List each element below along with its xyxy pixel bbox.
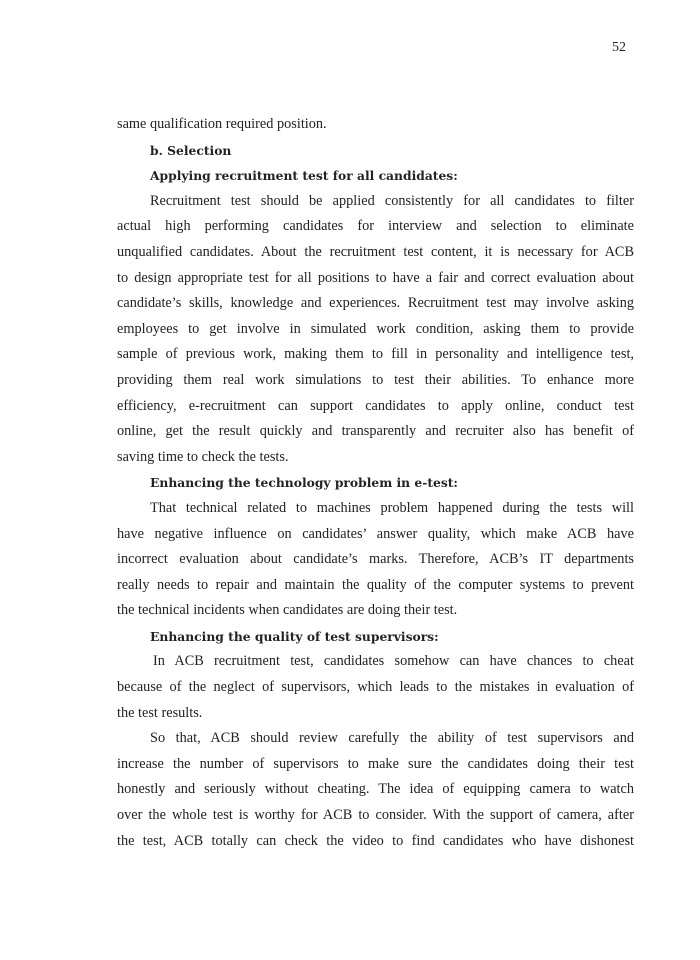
paragraph-line: online, get the result quickly and transparently and recruiter also has benefit of [117, 423, 634, 440]
paragraph-line: actual high performing candidates for interview and selection to eliminate [117, 218, 634, 235]
subheading: Applying recruitment test for all candidates: [150, 168, 458, 184]
paragraph-line: over the whole test is worthy for ACB to consider. With the support of camera, after [117, 807, 634, 824]
paragraph-line: candidate’s skills, knowledge and experiences. Recruitment test may involve asking [117, 295, 634, 312]
paragraph-line: So that, ACB should review carefully the ability of test supervisors and [150, 730, 634, 747]
paragraph-line: same qualification required position. [117, 116, 327, 132]
paragraph-line: increase the number of supervisors to make sure the candidates doing their test [117, 755, 634, 772]
paragraph-line: because of the neglect of supervisors, which leads to the mistakes in evaluation of [117, 679, 634, 696]
paragraph-line: Recruitment test should be applied consistently for all candidates to filter [150, 192, 634, 209]
paragraph-line: to design appropriate test for all positions to have a fair and correct evaluation about [117, 269, 634, 286]
paragraph-line: employees to get involve in simulated work condition, asking them to provide [117, 320, 634, 337]
paragraph-line: sample of previous work, making them to fill in personality and intelligence test, [117, 346, 634, 363]
subheading: Enhancing the quality of test supervisors: [150, 628, 439, 644]
paragraph-line: efficiency, e-recruitment can support candidates to apply online, conduct test [117, 397, 634, 414]
paragraph-line: the test, ACB totally can check the video to find candidates who have dishonest [117, 832, 634, 849]
paragraph-line: providing them real work simulations to test their abilities. To enhance more [117, 371, 634, 388]
document-body [117, 112, 634, 854]
paragraph-line: really needs to repair and maintain the quality of the computer systems to prevent [117, 576, 634, 593]
paragraph-line: saving time to check the tests. [117, 448, 289, 465]
paragraph-line: honestly and seriously without cheating. The idea of equipping camera to watch [117, 781, 634, 798]
page-number: 52 [612, 40, 626, 55]
paragraph-line: unqualified candidates. About the recruitment test content, it is necessary for ACB [117, 243, 634, 260]
section-heading: b. Selection [150, 142, 232, 158]
paragraph-line: have negative influence on candidates’ answer quality, which make ACB have [117, 525, 634, 542]
paragraph-line: In ACB recruitment test, candidates somehow can have chances to cheat [153, 653, 634, 670]
paragraph-line: That technical related to machines problem happened during the tests will [150, 499, 634, 516]
paragraph-line: the test results. [117, 704, 203, 721]
paragraph-line: the technical incidents when candidates are doing their test. [117, 602, 458, 619]
paragraph-line: incorrect evaluation about candidate’s marks. Therefore, ACB’s IT departments [117, 551, 634, 568]
subheading: Enhancing the technology problem in e-test: [150, 475, 458, 491]
